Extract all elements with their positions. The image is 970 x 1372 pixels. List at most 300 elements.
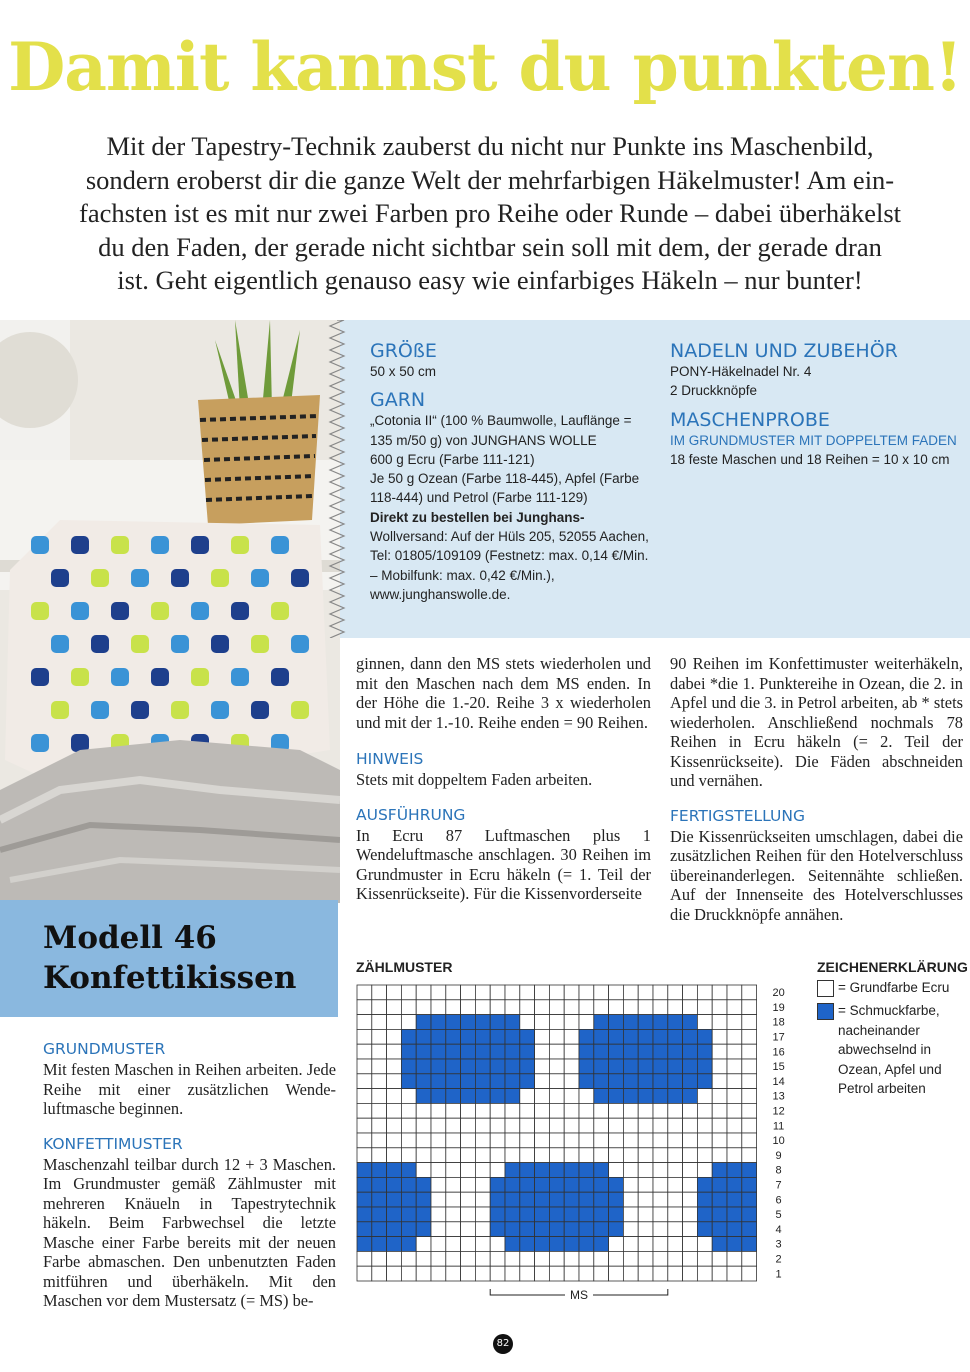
chart-cell [712,1059,727,1074]
cushion-dot [231,536,249,554]
chart-cell-filled [416,1177,431,1192]
chart-cell [535,985,550,1000]
chart-cell-filled [520,1237,535,1252]
chart-cell [446,1266,461,1281]
chart-cell [683,1148,698,1163]
chart-cell [564,1266,579,1281]
chart-cell [668,1103,683,1118]
model-number: Modell 46 [43,920,217,956]
chart-cell [742,1103,757,1118]
chart-cell-filled [594,1192,609,1207]
chart-cell [638,1118,653,1133]
row-label: 6 [775,1194,782,1207]
chart-cell [668,1133,683,1148]
chart-cell-filled [623,1074,638,1089]
chart-cell [742,1251,757,1266]
chart-cell [653,1207,668,1222]
chart-cell [357,1074,372,1089]
konfettimuster-heading: KONFETTIMUSTER [43,1134,183,1153]
chart-cell [490,985,505,1000]
chart-cell [431,1133,446,1148]
chart-cell [742,1266,757,1281]
cushion-dot [91,701,109,719]
chart-cell [416,1000,431,1015]
chart-cell-filled [697,1192,712,1207]
chart-cell-filled [579,1029,594,1044]
left-column [43,1040,336,1311]
chart-cell [372,1044,387,1059]
chart-cell [742,1089,757,1104]
chart-cell [475,1133,490,1148]
chart-cell-filled [505,1015,520,1030]
chart-cell-filled [609,1207,624,1222]
chart-cell-filled [520,1059,535,1074]
row-label: 11 [772,1120,785,1133]
chart-cell [594,1266,609,1281]
chart-cell [579,985,594,1000]
cushion-illustration [0,320,340,903]
hinweis-heading: HINWEIS [356,750,424,768]
chart-cell [579,1266,594,1281]
row-label: 12 [772,1105,785,1118]
chart-cell [535,1000,550,1015]
chart-cell-filled [475,1089,490,1104]
legend-line: abwechselnd in [838,1042,932,1057]
chart-cell [357,985,372,1000]
cushion-dot [191,536,209,554]
chart-cell [535,1044,550,1059]
chart-cell-filled [490,1044,505,1059]
chart-cell [727,1029,742,1044]
cushion-dot [31,602,49,620]
cushion-dot [251,701,269,719]
chart-cell [623,1222,638,1237]
chart-cell-filled [490,1207,505,1222]
chart-cell-filled [564,1222,579,1237]
chart-cell [357,1251,372,1266]
probe-subheading: IM GRUNDMUSTER MIT DOPPELTEM FADEN [670,432,957,448]
chart-cell [535,1074,550,1089]
chart-cell [668,1148,683,1163]
chart-cell [490,1163,505,1178]
chart-cell [668,1177,683,1192]
chart-cell [697,1237,712,1252]
chart-cell-filled [416,1207,431,1222]
chart-cell [594,1251,609,1266]
chart-cell [727,1118,742,1133]
chart-cell-filled [683,1074,698,1089]
chart-cell-filled [638,1059,653,1074]
chart-cell [387,1029,402,1044]
chart-cell [594,1103,609,1118]
chart-cell [742,1118,757,1133]
chart-cell [697,1000,712,1015]
cushion-dot [271,602,289,620]
chart-cell [564,1074,579,1089]
chart-cell-filled [416,1029,431,1044]
chart-cell [742,1133,757,1148]
cushion-dot [91,569,109,587]
chart-cell [549,1074,564,1089]
chart-cell-filled [638,1029,653,1044]
chart-cell-filled [520,1163,535,1178]
chart-cell-filled [535,1207,550,1222]
chart-cell [505,1103,520,1118]
chart-cell [683,1103,698,1118]
chart-cell [653,1118,668,1133]
chart-cell [609,1266,624,1281]
chart-cell-filled [431,1089,446,1104]
chart-cell [475,1192,490,1207]
chart-cell [712,1015,727,1030]
chart-cell-filled [549,1222,564,1237]
chart-cell-filled [387,1192,402,1207]
chart-cell [535,1133,550,1148]
chart-cell [638,1266,653,1281]
cushion-dot [151,602,169,620]
chart-cell-filled [609,1177,624,1192]
chart-cell-filled [535,1237,550,1252]
chart-cell [549,1148,564,1163]
chart-cell [579,1103,594,1118]
legend-line: Petrol arbeiten [838,1081,926,1096]
chart-cell-filled [668,1089,683,1104]
legend-heading: ZEICHENERKLÄRUNG [817,959,968,975]
garn-line: Je 50 g Ozean (Farbe 118-445), Apfel (Farbe [370,471,640,487]
cushion-dot [111,668,129,686]
chart-cell-filled [461,1074,476,1089]
fertigstellung-text: Die Kissenrückseiten umschlagen, dabei die zusätzlichen Reihen für den Hotelverschluss übereinanderlegen. Seitennähte schließen. Auf der Innenseite des Hotelverschlusses die Druckknöpfe annähen. [670,826,963,924]
chart-cell [549,1089,564,1104]
chart-cell-filled [712,1222,727,1237]
chart-cell-filled [594,1207,609,1222]
chart-cell-filled [461,1044,476,1059]
groesse-text: 50 x 50 cm [370,364,437,379]
cushion-dot [71,734,89,752]
cushion-dot [71,536,89,554]
chart-cell [668,1000,683,1015]
chart-cell-filled [490,1059,505,1074]
chart-cell [416,1118,431,1133]
chart-cell [475,1251,490,1266]
chart-cell [653,1133,668,1148]
chart-cell [549,1044,564,1059]
chart-cell-filled [431,1029,446,1044]
chart-cell-filled [401,1207,416,1222]
chart-cell [653,1192,668,1207]
chart-cell [490,1266,505,1281]
chart-cell [461,1000,476,1015]
chart-cell [638,1000,653,1015]
chart-cell-filled [609,1089,624,1104]
cushion-dot [271,536,289,554]
intro-line: fachsten ist es mit nur zwei Farben pro Reihe oder Runde – dabei überhäkelst [79,198,901,228]
chart-cell [683,1222,698,1237]
chart-cell [387,1059,402,1074]
chart-cell-filled [594,1044,609,1059]
chart-cell [490,1148,505,1163]
chart-cell [609,985,624,1000]
chart-cell [579,1000,594,1015]
chart-cell-filled [594,1059,609,1074]
chart-cell [490,1133,505,1148]
chart-cell [564,1251,579,1266]
chart-cell-filled [579,1163,594,1178]
garn-line: Tel: 01805/109109 (Festnetz: max. 0,14 €/Min. [370,548,649,564]
row-label: 20 [772,987,785,1000]
chart-cell [446,1148,461,1163]
chart-cell [387,1266,402,1281]
chart-cell [623,1237,638,1252]
cushion-dot [51,635,69,653]
chart-cell [594,1133,609,1148]
chart-cell-filled [697,1222,712,1237]
chart-cell [668,1192,683,1207]
chart-cell [461,1103,476,1118]
chart-cell [357,1103,372,1118]
chart-cell-filled [372,1237,387,1252]
chart-cell [357,1015,372,1030]
chart-cell [431,1266,446,1281]
chart-cell [727,1133,742,1148]
chart-cell-filled [594,1163,609,1178]
chart-cell [401,1000,416,1015]
chart-cell [638,985,653,1000]
chart-cell [653,1177,668,1192]
chart-cell-filled [742,1192,757,1207]
chart-cell-filled [742,1222,757,1237]
chart-cell [564,985,579,1000]
chart-cell [372,1015,387,1030]
nadeln-heading: NADELN UND ZUBEHÖR [670,340,898,362]
chart-cell [372,1103,387,1118]
chart-cell [564,1103,579,1118]
chart-cell-filled [727,1163,742,1178]
chart-cell [683,985,698,1000]
chart-cell [401,1015,416,1030]
chart-cell [712,1044,727,1059]
chart-cell-filled [446,1074,461,1089]
chart-cell [505,1000,520,1015]
chart-cell-filled [372,1177,387,1192]
legend-item-accent [838,1001,942,1099]
info-right [670,340,960,469]
chart-cell-filled [579,1044,594,1059]
chart-cell-filled [594,1177,609,1192]
model-title [43,918,296,998]
chart-cell [697,1148,712,1163]
chart-cell [697,1103,712,1118]
chart-cell-filled [668,1015,683,1030]
chart-cell-filled [505,1207,520,1222]
legend-line: = Schmuckfarbe, [838,1003,940,1018]
garn-line: www.junghanswolle.de. [370,586,511,602]
chart-cell [609,1237,624,1252]
chart-cell [712,1133,727,1148]
chart-cell-filled [549,1237,564,1252]
chart-cell-filled [475,1074,490,1089]
chart-cell-filled [520,1044,535,1059]
chart-cell [638,1222,653,1237]
konfettimuster-text: Maschenzahl teilbar durch 12 + 3 Maschen. Im Grundmuster gemäß Zählmuster mit mehreren Knäueln in Tapestrytechnik häkeln. Beim Farbwechsel die letzte Masche einer Farbe bereits mit der neuen Farbe abmaschen. Den unbenutzten Faden mitführen und überhäkeln. Mit den Maschen vor dem Mustersatz (= MS) be- [43,1154,336,1310]
chart-cell-filled [372,1163,387,1178]
chart-cell [520,1266,535,1281]
chart-cell [431,1222,446,1237]
chart-cell [431,1000,446,1015]
chart-cell [683,1163,698,1178]
intro-line: ist. Geht eigentlich genauso easy wie einfarbiges Häkeln – nur bunter! [117,265,863,295]
chart-cell [446,1133,461,1148]
chart-cell-filled [535,1222,550,1237]
chart-cell-filled [668,1074,683,1089]
row-label: 5 [775,1209,782,1222]
chart-cell-filled [416,1015,431,1030]
chart-heading: ZÄHLMUSTER [356,959,453,975]
chart-cell-filled [712,1192,727,1207]
chart-cell [490,1251,505,1266]
chart-cell [475,1266,490,1281]
chart-cell-filled [535,1177,550,1192]
chart-cell [564,1118,579,1133]
chart-cell [387,1133,402,1148]
chart-cell [697,1163,712,1178]
chart-cell [712,1074,727,1089]
chart-cell-filled [535,1192,550,1207]
chart-cell-filled [697,1074,712,1089]
chart-cell-filled [357,1237,372,1252]
chart-cell [668,1266,683,1281]
chart-cell-filled [653,1029,668,1044]
chart-cell [520,1089,535,1104]
chart-cell-filled [357,1207,372,1222]
cushion-dot [31,536,49,554]
cushion-dot [251,569,269,587]
chart-cell [431,1207,446,1222]
intro-line: du den Faden, der gerade nicht sichtbar sein soll mit dem, der gerade dran [98,231,882,262]
chart-cell-filled [742,1163,757,1178]
chart-cell-filled [742,1177,757,1192]
page-number: 82 [493,1334,513,1354]
chart-cell-filled [638,1044,653,1059]
chart-cell [683,1000,698,1015]
chart-cell-filled [520,1207,535,1222]
chart-cell [564,1000,579,1015]
row-label: 16 [772,1046,785,1059]
chart-cell [742,1000,757,1015]
chart-cell [742,985,757,1000]
chart-cell-filled [564,1177,579,1192]
chart-cell-filled [594,1237,609,1252]
chart-cell [387,985,402,1000]
chart-cell [401,1089,416,1104]
chart-cell [505,985,520,1000]
chart-cell [475,985,490,1000]
right-column [670,654,963,924]
chart-cell-filled [387,1237,402,1252]
chart-cell [490,1118,505,1133]
chart-cell [490,1237,505,1252]
chart-cell [549,1059,564,1074]
chart-cell-filled [623,1015,638,1030]
chart-cell [623,1266,638,1281]
chart-cell-filled [594,1222,609,1237]
chart-cell-filled [727,1207,742,1222]
cushion-dot [51,701,69,719]
chart-cell [683,1251,698,1266]
chart-cell-filled [535,1163,550,1178]
chart-cell [520,1015,535,1030]
groesse-heading: GRÖßE [370,340,437,362]
cushion-dot [251,635,269,653]
chart-cell [712,985,727,1000]
chart-cell [387,1000,402,1015]
garn-line: 135 m/50 g) von JUNGHANS WOLLE [370,432,597,448]
chart-cell-filled [609,1192,624,1207]
chart-cell [475,1103,490,1118]
chart-cell [446,1222,461,1237]
chart-cell [727,1089,742,1104]
cushion-dot [111,602,129,620]
middle-column [356,654,651,904]
chart-cell-filled [697,1059,712,1074]
chart-cell-filled [683,1029,698,1044]
chart-cell [372,1251,387,1266]
chart-cell [653,1103,668,1118]
chart-cell [535,1148,550,1163]
chart-cell-filled [564,1207,579,1222]
chart-cell-filled [727,1237,742,1252]
chart-cell [475,1163,490,1178]
chart-cell-filled [549,1207,564,1222]
chart-cell [683,1177,698,1192]
chart-cell [638,1251,653,1266]
row-label: 9 [775,1149,782,1162]
chart-cell [357,1059,372,1074]
chart-cell-filled [564,1237,579,1252]
chart-cell [475,1148,490,1163]
cushion-photo [0,320,340,903]
chart-cell [401,1251,416,1266]
chart-cell [609,1163,624,1178]
chart-cell [401,985,416,1000]
cushion-dot [31,668,49,686]
row-label: 3 [775,1238,782,1251]
chart-cell [416,1103,431,1118]
intro-line: Mit der Tapestry-Technik zauberst du nicht nur Punkte ins Maschenbild, [106,131,874,161]
chart-cell [401,1148,416,1163]
chart-cell-filled [401,1222,416,1237]
chart-cell [609,1118,624,1133]
continued-text-right: 90 Reihen im Konfettimuster weiterhäkeln, dabei *die 1. Punktereihe in Ozean, die 2. in Apfel und die 3. in Petrol arbeiten, ab * stets wiederholen. Anschließend nochmals 78 Reihen in Ecru häkeln (= 2. Teil der Kissenrückseite). Die Fäden abschneiden und vernähen. [670,654,963,790]
chart-cell-filled [401,1029,416,1044]
chart-cell [727,1251,742,1266]
chart-cell [712,1103,727,1118]
chart-cell [594,1148,609,1163]
chart-cell [683,1207,698,1222]
chart-cell [461,1133,476,1148]
chart-cell [638,1103,653,1118]
chart-cell [727,1059,742,1074]
chart-cell-filled [727,1177,742,1192]
zigzag-border [326,320,348,638]
chart-cell [727,1148,742,1163]
chart-cell [564,1089,579,1104]
legend-line: nacheinander [838,1022,920,1038]
chart-cell-filled [416,1074,431,1089]
chart-cell-filled [653,1059,668,1074]
chart-cell [387,1044,402,1059]
chart-cell [372,1059,387,1074]
